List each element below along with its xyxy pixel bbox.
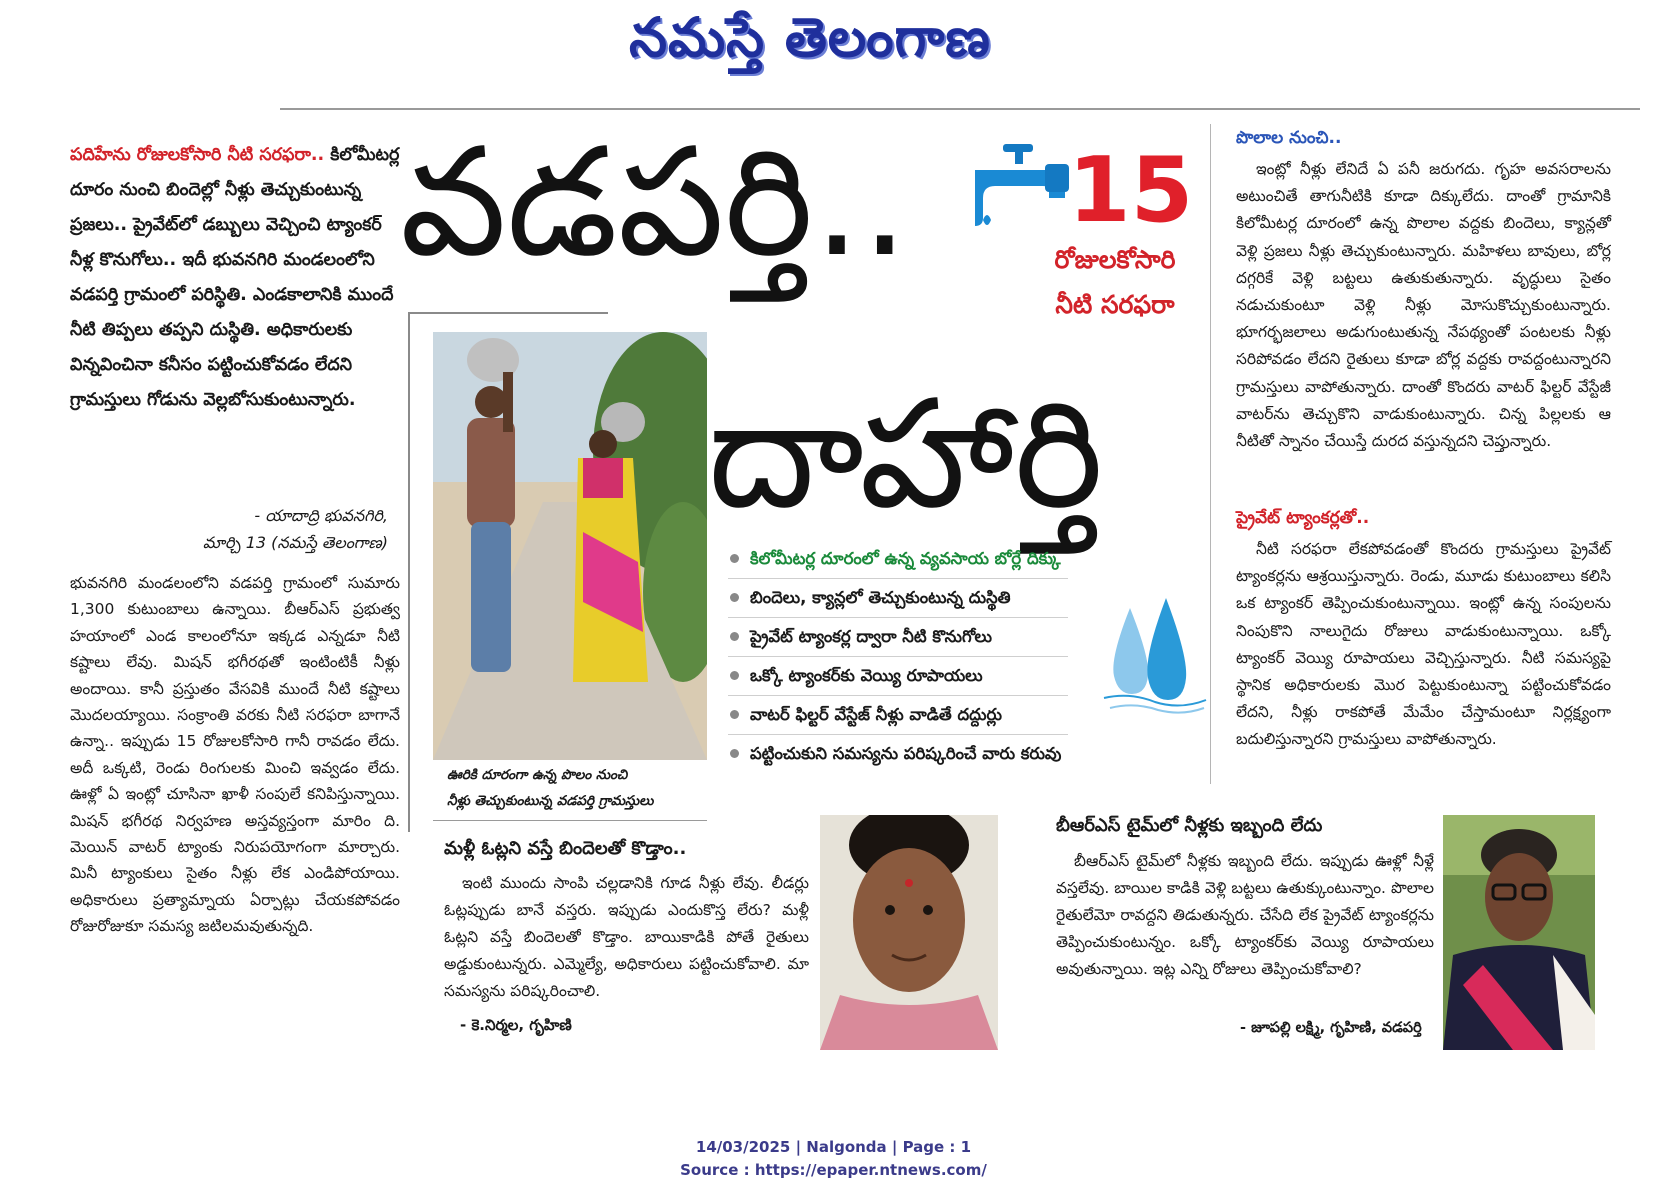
body-right-section-1: ఇంట్లో నీళ్లు లేనిదే ఏ పనీ జరుగదు. గృహ అవసరాలను అటుంచితే తాగునీటికి కూడా దిక్కులేదు. దాంతో గ్రామానికి కిలోమీటర్ల దూరంలో ఉన్న పొలాల వద్దకు బిందెలు, క్యాన్లతో వెళ్లి ప్రజలు నీళ్లు తెచ్చుకుంటున్నారు. మహిళలు బావులు, బోర్ల దగ్గరికే వెళ్లి బట్టలు ఉతుకుతున్నారు. వృద్ధులు సైతం నడుచుకుంటూ వెళ్లి నీళ్లు మోసుకొచ్చుకుంటున్నారు. భూగర్భజలాలు అడుగుంటుతున్న నేపథ్యంతో పంటలకు నీళ్లు సరిపోవడం లేదని రైతులు కూడా బోర్ల వద్దకు రావద్దంటున్నారని గ్రామస్తులు వాపోతున్నారు. దాంతో కొందరు వాటర్ ఫిల్టర్ వేస్టేజీ వాటర్‌ను తెచ్చుకొని వాడుకుంటున్నారు. చిన్న పిల్లలకు ఆ నీటితో స్నానం చేయిస్తే దురద వస్తున్నదని చెప్తున్నారు. <box>1236 160 1611 451</box>
subhead-private-tankers: ప్రైవేట్ ట్యాంకర్లతో.. <box>1236 508 1370 528</box>
lead-text: కిలోమీటర్ల దూరం నుంచి బిందెల్లో నీళ్లు తెచ్చుకుంటున్న ప్రజలు.. ప్రైవేట్‌లో డబ్బులు వెచ్చించి ట్యాంకర్ నీళ్ల కొనుగోలు.. ఇదీ భువనగిరి మండలంలోని వడపర్తి గ్రామంలో పరిస్థితి. ఎండకాలానికి ముందే నీటి తిప్పలు తప్పని దుస్థితి. అధికారులకు విన్నవించినా కనీసం పట్టించుకోవడం లేదని గ్రామస్తులు గోడును వెల్లబోసుకుంటున్నారు. <box>70 145 400 410</box>
quote-2-body: బీఆర్‌ఎస్ టైమ్‌లో నీళ్లకు ఇబ్బంది లేదు. ఇప్పుడు ఊళ్లో నీళ్లే వస్తలేవు. బాయిల కాడికి వెళ్లి బట్టలు ఉతుక్కుంటున్నాం. పొలాల రైతులేమో రావద్దని తిడుతున్నరు. చేసేది లేక ప్రైవేట్ ట్యాంకర్లను తెప్పించుకుంటున్నం. ఒక్కో ట్యాంకర్‌కు వెయ్యి రూపాయలు అవుతున్నాయి. ఇట్ల ఎన్ని రోజులు తెప్పించుకోవాలి? <box>1056 852 1434 978</box>
lead-paragraph <box>70 138 400 418</box>
bullet-dot-icon <box>730 593 739 602</box>
list-item: ప్రైవేట్ ట్యాంకర్ల ద్వారా నీటి కొనుగోలు <box>728 618 1068 657</box>
footer-edition: 14/03/2025 | Nalgonda | Page : 1 <box>695 1138 972 1156</box>
photo-caption-line-1: ఊరికి దూరంగా ఉన్న పొలం నుంచి <box>447 767 628 783</box>
quote-2-portrait <box>1443 815 1595 1050</box>
body-right-section-2: నీటి సరఫరా లేకపోవడంతో కొందరు గ్రామస్తులు ప్రైవేట్ ట్యాంకర్లను ఆశ్రయిస్తున్నారు. రెండు, మూడు కుటుంబాలు కలిసి ఒక ట్యాంకర్ తెప్పించుకుంటున్నాయి. ఇంట్లో ఉన్న సంపులను నింపుకొని నాలుగైదు రోజులు వాడుకుంటున్నాయి. ఒక్కో ట్యాంకర్ వెయ్యి రూపాయలు వెచ్చిస్తున్నారు. నీటి సమస్యపై స్థానిక అధికారులకు మొర పెట్టుకుంటున్నా పట్టించుకోవడం లేదని, నీళ్లు రాకపోతే మేమేం చేస్తామంటూ నిర్లక్ష్యంగా బదులిస్తున్నారని గ్రామస్తులు వాపోతున్నారు. <box>1236 540 1611 749</box>
badge-text-line-2: నీటి సరఫరా <box>1055 290 1175 319</box>
list-item: కిలోమీటర్ల దూరంలో ఉన్న వ్యవసాయ బోర్లే దిక్కు <box>728 540 1068 579</box>
highlights-list <box>728 540 1068 773</box>
list-item: వాటర్ ఫిల్టర్ వేస్టేజ్ నీళ్లు వాడితే దద్దుర్లు <box>728 696 1068 735</box>
quote-1-portrait <box>820 815 998 1050</box>
dateline <box>70 502 388 556</box>
bullet-dot-icon <box>730 671 739 680</box>
footer <box>0 1136 1667 1182</box>
water-drops-icon <box>1100 598 1210 716</box>
quote-2-title: బీఆర్‌ఎస్ టైమ్‌లో నీళ్లకు ఇబ్బంది లేదు <box>1056 815 1323 836</box>
photo-caption <box>447 762 707 814</box>
headline-line-2: దాహార్తి <box>708 368 1104 542</box>
quote-2-signature: - జూపల్లి లక్ష్మి, గృహిణి, వడపర్తి <box>1240 1020 1422 1036</box>
quote-1-body: ఇంటి ముందు సాంపి చల్లడానికి గూడ నీళ్లు లేవు. లీడర్లు ఓట్లప్పుడు బానే వస్తరు. ఇప్పుడు ఎందుకొస్త లేరు? మళ్లీ ఓట్లని వస్తే బిందెలతో కొడ్తాం. బాయికాడికి పోతే రైతులు అడ్డుకుంటున్నరు. ఎమ్మెల్యే, అధికారులు పట్టించుకోవాలి. మా సమస్యను పరిష్కరించాలి. <box>444 874 809 1000</box>
list-item: పట్టించుకుని సమస్యను పరిష్కరించే వారు కరువు <box>728 735 1068 773</box>
quote-1-title: మళ్లీ ఓట్లని వస్తే బిందెలతో కొడ్తాం.. <box>444 838 687 859</box>
water-tap-icon <box>975 140 1075 230</box>
bullet-dot-icon <box>730 710 739 719</box>
villagers-photo <box>433 332 707 760</box>
quote-1-signature: - కె.నిర్మల, గృహిణి <box>460 1016 572 1034</box>
bullet-dot-icon <box>730 554 739 563</box>
list-item: ఒక్కో ట్యాంకర్‌కు వెయ్యి రూపాయలు <box>728 657 1068 696</box>
photo-frame-rule-vertical <box>408 312 410 832</box>
masthead-logo: నమస్తే తెలంగాణ <box>629 6 991 69</box>
masthead-rule <box>280 108 1640 110</box>
badge-number: 15 <box>1068 138 1194 243</box>
bullet-dot-icon <box>730 632 739 641</box>
headline-line-1: వడపర్తి.. <box>400 116 909 290</box>
lead-highlight: పదిహేను రోజులకోసారి నీటి సరఫరా.. <box>70 145 325 165</box>
dateline-date: మార్చి 13 (నమస్తే తెలంగాణ) <box>202 533 388 552</box>
footer-source: Source : https://epaper.ntnews.com/ <box>680 1161 987 1179</box>
body-left-column: భువనగిరి మండలంలోని వడపర్తి గ్రామంలో సుమారు 1,300 కుటుంబాలు ఉన్నాయి. బీఆర్‌ఎస్ ప్రభుత్వ హయాంలో ఎండ కాలంలోనూ ఇక్కడ ఎన్నడూ నీటి కష్టాలు లేవు. మిషన్ భగీరథతో ఇంటింటికీ నీళ్లు అందాయి. కానీ ప్రస్తుతం వేసవికి ముందే నీటి కష్టాలు మొదలయ్యాయి. సంక్రాంతి వరకు నీటి సరఫరా బాగానే ఉన్నా.. ఇప్పుడు 15 రోజులకోసారి గానీ రావడం లేదు. అదీ ఒక్కటి, రెండు రింగులకు మించి ఇవ్వడం లేదు. ఊళ్లో ఏ ఇంట్లో చూసినా ఖాళీ సంపులే కనిపిస్తున్నాయి. మిషన్ భగీరథ నిర్వహణ అస్తవ్యస్తంగా మారిం ది. మెయిన్ వాటర్ ట్యాంకు నిరుపయోగంగా మార్చారు. మినీ ట్యాంకులు సైతం నీళ్లు లేక ఎండిపోయాయి. అధికారులు ప్రత్యామ్నాయ ఏర్పాట్లు చేయకపోవడం రోజురోజుకూ సమస్య జటిలమవుతున్నది. <box>70 574 400 936</box>
bullet-dot-icon <box>730 749 739 758</box>
photo-frame-rule-horizontal <box>408 312 608 314</box>
badge-text-line-1: రోజులకోసారి <box>1054 245 1176 274</box>
photo-caption-rule <box>433 820 707 821</box>
column-rule-right <box>1210 124 1211 784</box>
photo-caption-line-2: నీళ్లు తెచ్చుకుంటున్న వడపర్తి గ్రామస్తులు <box>447 793 654 809</box>
dateline-place: - యాదాద్రి భువనగిరి, <box>254 506 388 525</box>
list-item: బిందెలు, క్యాన్లలో తెచ్చుకుంటున్న దుస్థితి <box>728 579 1068 618</box>
subhead-from-fields: పొలాల నుంచి.. <box>1236 128 1342 148</box>
